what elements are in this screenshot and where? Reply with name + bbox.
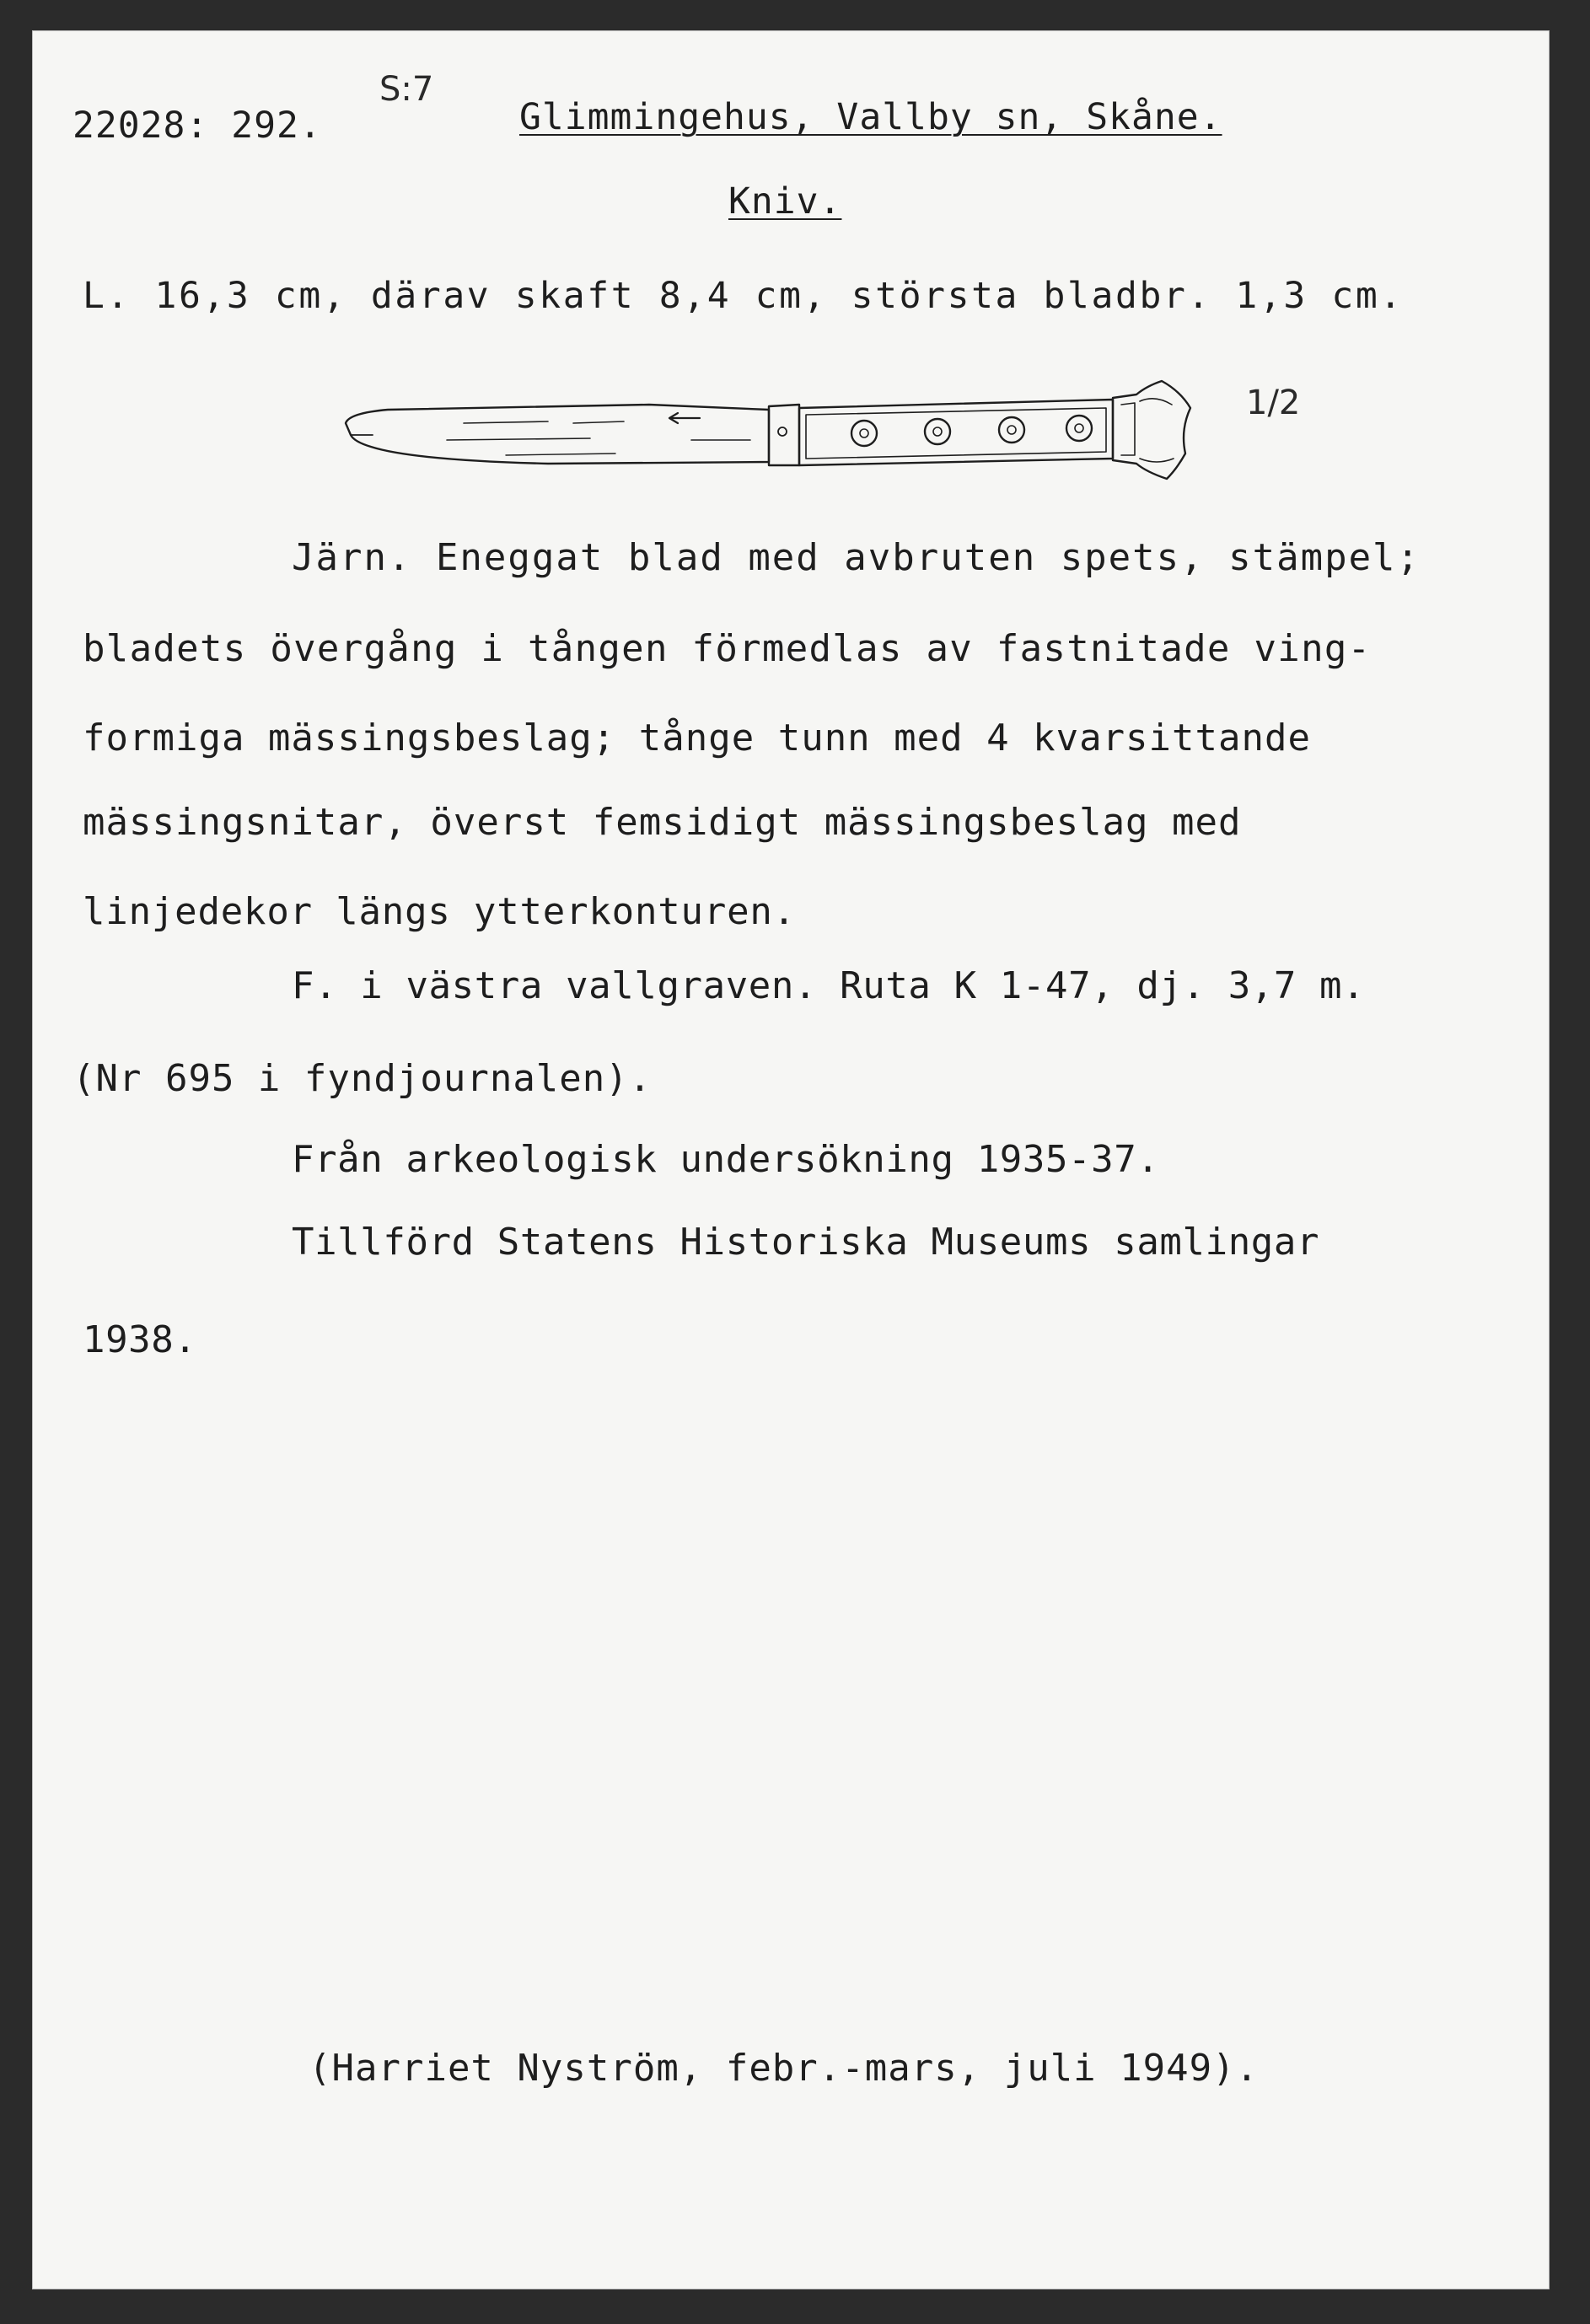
catalog-card bbox=[32, 30, 1550, 2289]
description-line: formiga mässingsbeslag; tånge tunn med 4 kvarsittande bbox=[83, 717, 1311, 759]
object-name: Kniv. bbox=[728, 180, 842, 223]
description-line: linjedekor längs ytterkonturen. bbox=[83, 890, 796, 933]
find-context-line: F. i västra vallgraven. Ruta K 1-47, dj. 3,7 m. bbox=[292, 964, 1366, 1007]
author-signature: (Harriet Nyström, febr.-mars, juli 1949). bbox=[309, 2047, 1260, 2090]
find-location: Glimmingehus, Vallby sn, Skåne. bbox=[519, 96, 1222, 138]
description-line: mässingsnitar, överst femsidigt mässingsbeslag med bbox=[83, 801, 1242, 844]
excavation-line: Från arkeologisk undersökning 1935-37. bbox=[292, 1138, 1160, 1181]
knife-pommel bbox=[1113, 381, 1190, 479]
transfer-line: 1938. bbox=[83, 1318, 197, 1361]
description-line: Järn. Eneggat blad med avbruten spets, stämpel; bbox=[292, 536, 1421, 579]
transfer-line: Tillförd Statens Historiska Museums samlingar bbox=[292, 1221, 1320, 1264]
catalog-number: 22028: 292. bbox=[73, 105, 322, 147]
scale-ratio: 1/2 bbox=[1246, 384, 1301, 422]
dimensions: L. 16,3 cm, därav skaft 8,4 cm, största bladbr. 1,3 cm. bbox=[83, 275, 1404, 317]
direction-arrow-icon bbox=[669, 413, 700, 423]
handwritten-mark: S:7 bbox=[379, 70, 434, 109]
find-context-line: (Nr 695 i fyndjournalen). bbox=[73, 1057, 653, 1100]
knife-drawing bbox=[337, 366, 1214, 494]
description-line: bladets övergång i tången förmedlas av fastnitade ving- bbox=[83, 627, 1372, 670]
